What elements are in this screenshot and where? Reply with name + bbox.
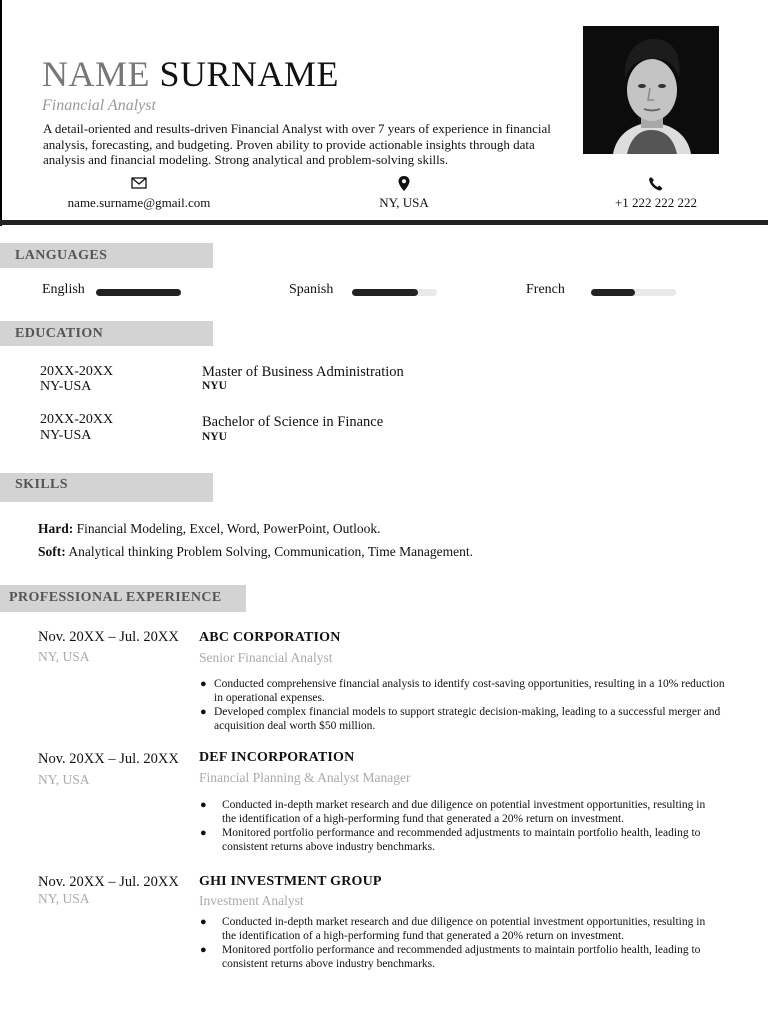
- resume-header: [0, 0, 768, 226]
- profile-photo: [583, 26, 719, 154]
- full-name: [42, 56, 339, 92]
- contact-email[interactable]: [57, 176, 221, 211]
- envelope-icon: [57, 176, 221, 194]
- job-title: Financial Analyst: [42, 97, 156, 114]
- job-bullet: ● Conducted in-depth market research and due diligence on potential investment opportunities, resulting in the identification of a high-performing fund that generated a 20% return on investment.: [200, 799, 706, 825]
- education-degree: Bachelor of Science in Finance: [202, 414, 384, 430]
- job-location: NY, USA: [38, 891, 90, 906]
- bullet-dot-icon: ●: [200, 916, 207, 928]
- job-bullet: ● Conducted in-depth market research and due diligence on potential investment opportunities, resulting in the identification of a high-performing fund that generated a 20% return on investment.: [200, 916, 706, 942]
- skills-hard-text: Financial Modeling, Excel, Word, PowerPoint, Outlook.: [76, 521, 381, 536]
- job-dates: Nov. 20XX – Jul. 20XX: [38, 751, 179, 767]
- skills-soft-label: Soft:: [38, 544, 66, 559]
- skills-hard-label: Hard:: [38, 521, 74, 536]
- job-company: DEF INCORPORATION: [199, 750, 355, 765]
- language-french-bar-fill: [591, 289, 635, 296]
- section-education-heading: EDUCATION: [0, 321, 213, 346]
- job-location: NY, USA: [38, 649, 90, 664]
- education-school: NYU: [202, 380, 227, 392]
- location-text: NY, USA: [379, 195, 429, 210]
- bullet-dot-icon: ●: [200, 799, 207, 811]
- language-spanish-bar-fill: [352, 289, 418, 296]
- bullet-dot-icon: ●: [200, 706, 207, 718]
- section-languages-heading: LANGUAGES: [0, 243, 213, 268]
- contact-phone[interactable]: [600, 176, 712, 211]
- header-divider: [0, 220, 768, 225]
- portrait-photo: [583, 26, 719, 154]
- education-years: 20XX-20XX: [40, 364, 114, 379]
- language-french-bar: [591, 289, 676, 296]
- education-school: NYU: [202, 431, 227, 443]
- job-company: ABC CORPORATION: [199, 630, 341, 645]
- job-role: Investment Analyst: [199, 893, 304, 908]
- section-skills-heading: SKILLS: [0, 473, 213, 502]
- job-bullet: ● Conducted comprehensive financial analysis to identify cost-saving opportunities, resulting in a 10% reduction in operational expenses.: [200, 678, 725, 704]
- job-bullet: ● Monitored portfolio performance and recommended adjustments to maintain portfolio health, leading to consistent returns above industry benchmarks.: [200, 944, 701, 970]
- first-name: NAME: [42, 54, 150, 94]
- education-place: NY-USA: [40, 379, 92, 394]
- skills-hard: [38, 521, 381, 537]
- language-english-bar-fill: [96, 289, 181, 296]
- job-dates: Nov. 20XX – Jul. 20XX: [38, 874, 179, 890]
- language-french-label: French: [526, 282, 565, 297]
- last-name: SURNAME: [159, 54, 340, 94]
- skills-soft: [38, 544, 473, 560]
- job-bullets: [200, 915, 712, 971]
- language-spanish-bar: [352, 289, 437, 296]
- bullet-dot-icon: ●: [200, 827, 207, 839]
- phone-text: +1 222 222 222: [614, 195, 698, 210]
- map-pin-icon: [364, 176, 444, 194]
- language-english-bar: [96, 289, 181, 296]
- job-dates: Nov. 20XX – Jul. 20XX: [38, 629, 179, 645]
- job-bullets: [200, 677, 726, 733]
- skills-soft-text: Analytical thinking Problem Solving, Communication, Time Management.: [68, 544, 473, 559]
- education-years: 20XX-20XX: [40, 412, 114, 427]
- job-bullet: ● Monitored portfolio performance and recommended adjustments to maintain portfolio health, leading to consistent returns above industry benchmarks.: [200, 827, 701, 853]
- education-degree: Master of Business Administration: [202, 364, 404, 380]
- email-text: name.surname@gmail.com: [67, 195, 211, 210]
- job-bullets: [200, 798, 712, 866]
- language-spanish-label: Spanish: [289, 282, 334, 297]
- section-experience-heading: PROFESSIONAL EXPERIENCE: [0, 585, 246, 612]
- job-company: GHI INVESTMENT GROUP: [199, 874, 382, 889]
- profile-summary: A detail-oriented and results-driven Financial Analyst with over 7 years of experience in financial analysis, forecasting, and budgeting. Proven ability to provide actionable insights through data analysis and financial modeling. Strong analytical and problem-solving skills.: [43, 121, 551, 167]
- job-role: Senior Financial Analyst: [199, 650, 333, 665]
- language-english-label: English: [42, 282, 85, 297]
- phone-icon: [600, 176, 712, 194]
- job-role: Financial Planning & Analyst Manager: [199, 770, 411, 785]
- contact-location: [364, 176, 444, 211]
- job-location: NY, USA: [38, 772, 90, 787]
- job-bullet: ● Developed complex financial models to support strategic decision-making, leading to a successful merger and acquisition deal worth $50 million.: [200, 706, 721, 732]
- bullet-dot-icon: ●: [200, 944, 207, 956]
- bullet-dot-icon: ●: [200, 678, 207, 690]
- education-place: NY-USA: [40, 428, 92, 443]
